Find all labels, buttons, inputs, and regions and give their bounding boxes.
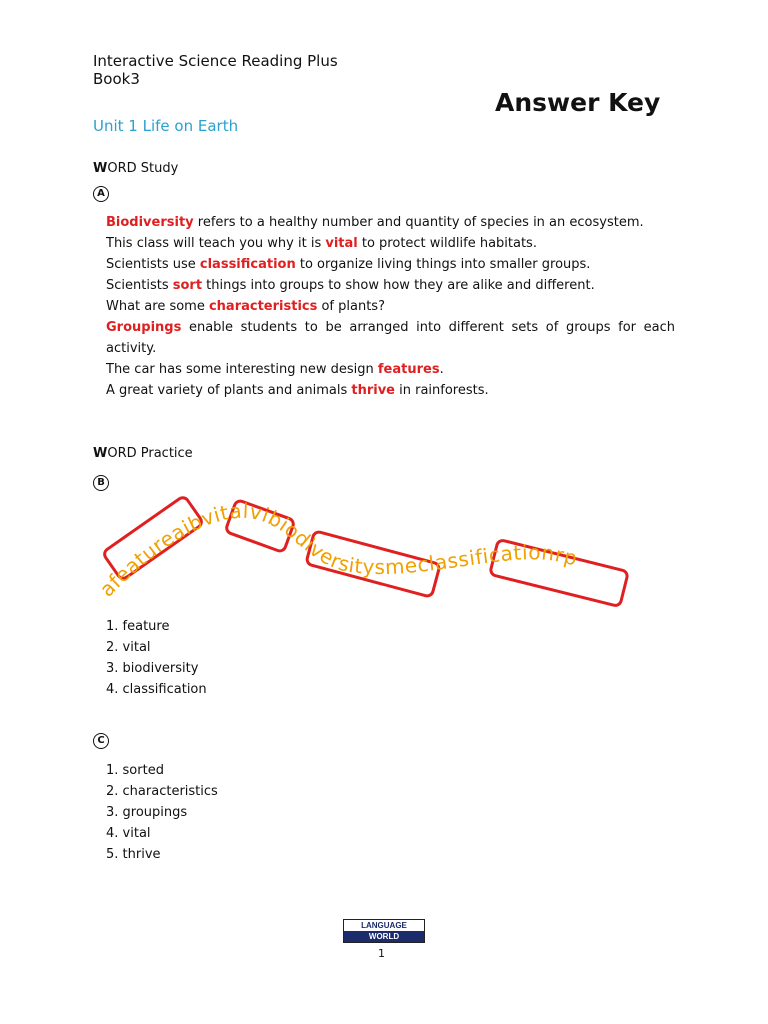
keyword: classification	[199, 257, 296, 272]
page-number: 1	[378, 947, 385, 960]
answers-b-list	[106, 616, 207, 700]
list-item: 4. classification	[106, 682, 207, 697]
section-c-marker: C	[93, 733, 109, 749]
keyword: Biodiversity	[106, 215, 194, 230]
list-item: 1. feature	[106, 619, 170, 634]
section-b-marker: B	[93, 475, 109, 491]
word-study-sentences	[106, 212, 675, 401]
list-item: 3. biodiversity	[106, 661, 199, 676]
word-study-heading	[93, 161, 178, 176]
list-item: 4. vital	[106, 826, 151, 841]
word-search-puzzle	[90, 490, 680, 615]
list-item: 2. characteristics	[106, 784, 218, 799]
keyword: characteristics	[208, 299, 318, 314]
list-item: 5. thrive	[106, 847, 161, 862]
keyword: sort	[172, 278, 203, 293]
sentence-item: A great variety of plants and animals thrive in rainforests.	[106, 383, 489, 398]
book-series-name: Interactive Science Reading Plus	[93, 52, 338, 70]
sentence-item: Scientists use classification to organize living things into smaller groups.	[106, 257, 591, 272]
list-item: 3. groupings	[106, 805, 188, 820]
puzzle-letters	[95, 499, 580, 602]
keyword: thrive	[351, 383, 395, 398]
keyword: Groupings	[106, 320, 182, 335]
language-world-logo	[343, 919, 425, 943]
sentence-item: Biodiversity refers to a healthy number and quantity of species in an ecosystem.	[106, 215, 644, 230]
puzzle-letter-path: afeatureaibvitalvibiodiversitysmeclassificationrp	[94, 498, 580, 602]
list-item: 2. vital	[106, 640, 151, 655]
logo-top-text: LANGUAGE	[344, 920, 424, 931]
word-study-heading-initial: W	[93, 161, 108, 176]
answers-c-list	[106, 760, 218, 865]
sentence-item: Groupings enable students to be arranged into different sets of groups for each activity.	[106, 320, 675, 356]
book-number: Book3	[93, 70, 140, 88]
word-practice-heading-rest: ORD Practice	[107, 446, 193, 461]
sentence-item: This class will teach you why it is vital to protect wildlife habitats.	[106, 236, 537, 251]
word-practice-heading-initial: W	[93, 446, 108, 461]
word-study-heading-rest: ORD Study	[107, 161, 179, 176]
logo-bottom-text: WORLD	[344, 931, 424, 942]
keyword: features	[377, 362, 440, 377]
sentence-item: Scientists sort things into groups to show how they are alike and different.	[106, 278, 595, 293]
sentence-item: What are some characteristics of plants?	[106, 299, 385, 314]
answer-key-title: Answer Key	[495, 88, 661, 117]
list-item: 1. sorted	[106, 763, 164, 778]
section-a-marker: A	[93, 186, 109, 202]
book-title	[93, 52, 338, 88]
keyword: vital	[325, 236, 358, 251]
unit-title: Unit 1 Life on Earth	[93, 117, 239, 135]
sentence-item: The car has some interesting new design features.	[106, 362, 444, 377]
word-practice-heading	[93, 446, 193, 461]
